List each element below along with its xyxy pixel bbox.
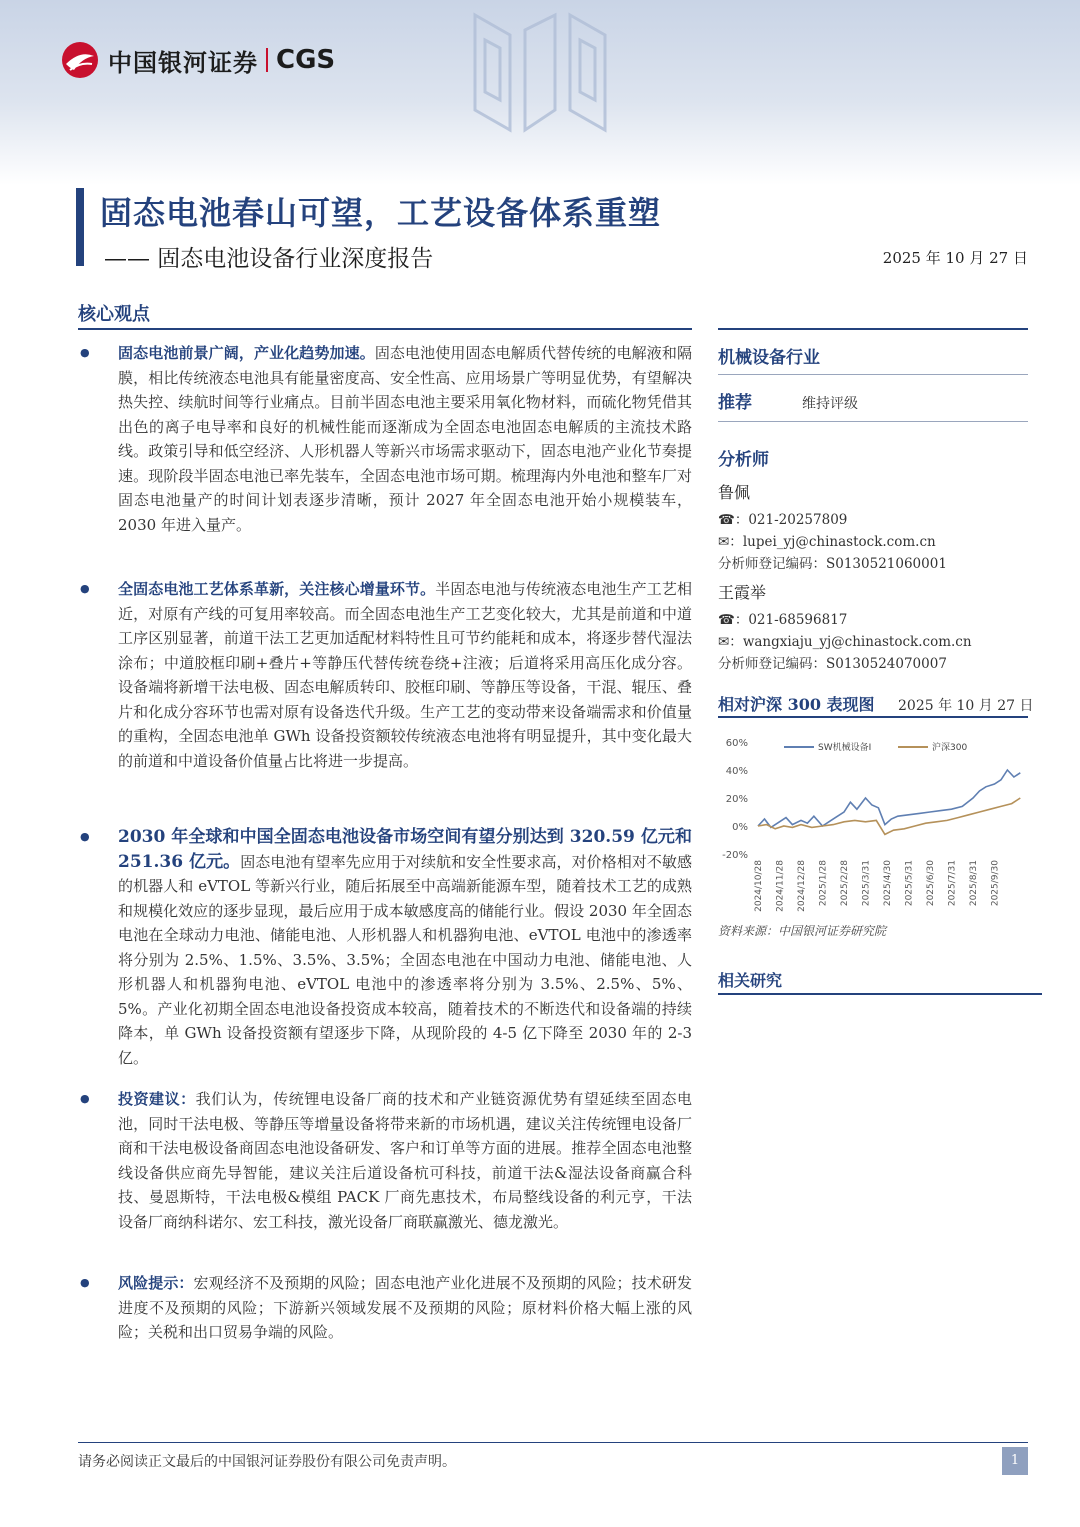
- analyst-registration: 分析师登记编码：S0130524070007: [718, 656, 947, 672]
- cgs-logo-icon: [60, 40, 100, 80]
- bullet-lead: 风险提示：: [118, 1274, 194, 1292]
- x-tick-label: 2025/2/28: [840, 860, 850, 907]
- bullet-body: 宏观经济不及预期的风险；固态电池产业化进展不及预期的风险；技术研发进度不及预期的风险；下游新兴领域发展不及预期的风险；原材料价格大幅上涨的风险；关税和出口贸易争端的风险。: [118, 1274, 692, 1341]
- phone-icon: ☎：: [718, 612, 749, 628]
- report-subtitle: —— 固态电池设备行业深度报告: [104, 246, 434, 272]
- rating-row: [718, 388, 1042, 413]
- chart-heading-rule: [718, 716, 1028, 718]
- y-tick-label: -20%: [722, 850, 748, 861]
- company-name-cn: 中国银河证券: [108, 48, 258, 77]
- core-view-list: [78, 341, 692, 1345]
- core-bullet-investment: [78, 1087, 692, 1259]
- analyst-phone-row: [718, 509, 1042, 531]
- x-tick-label: 2025/7/31: [947, 860, 958, 907]
- analyst-phone: 021-68596817: [748, 612, 848, 628]
- legend-label: SW机械设备Ⅰ: [818, 743, 872, 753]
- logo-separator: [266, 48, 268, 72]
- rating-value: 维持评级: [802, 396, 858, 412]
- bullet-body: 我们认为，传统锂电设备厂商的技术和产业链资源优势有望延续至固态电池，同时干法电极、等静压等增量设备将带来新的市场机遇，建议关注传统锂电设备厂商和干法电极设备商固态电池设备研发、客户和订单等方面的进展。推荐全固态电池整线设备供应商先导智能，建议关注后道设备杭可科技，前道干法&湿法设备商赢合科技、曼恩斯特，干法电极&模组 PACK 厂商先惠技术，布局整线设备的利元亨，干法设备厂商纳科诺尔、宏工科技，激光设备厂商联赢激光、德龙激光。: [118, 1090, 692, 1231]
- core-bullet-risk: [78, 1271, 692, 1345]
- report-title: 固态电池春山可望，工艺设备体系重塑: [100, 194, 662, 232]
- bullet-lead: 全固态电池工艺体系革新，关注核心增量环节。: [118, 580, 436, 598]
- analyst-email[interactable]: wangxiaju_yj@chinastock.com.cn: [742, 634, 972, 650]
- analyst-card-1: [718, 480, 1042, 575]
- bullet-lead: 固态电池前景广阔，产业化趋势加速。: [118, 344, 375, 362]
- x-tick-label: 2025/9/30: [990, 860, 1001, 907]
- x-tick-label: 2025/1/28: [818, 860, 829, 907]
- core-view-heading: 核心观点: [78, 304, 150, 325]
- bullet-lead: 2030 年全球和中国全固态电池设备市场空间有望分别达到 320.59 亿元和 251.36 亿元。: [118, 827, 692, 872]
- x-tick-label: 2025/4/30: [883, 860, 893, 907]
- analyst-email-row: [718, 531, 1042, 553]
- analyst-email[interactable]: lupei_yj@chinastock.com.cn: [742, 534, 936, 550]
- y-tick-label: 0%: [732, 822, 748, 833]
- bullet-lead: 投资建议：: [118, 1090, 196, 1108]
- performance-chart: [718, 728, 1028, 918]
- analyst-email-row: [718, 631, 1042, 653]
- chart-date: 2025 年 10 月 27 日: [898, 698, 1034, 714]
- related-research-rule: [718, 993, 1042, 995]
- footer-rule: [78, 1442, 1028, 1443]
- chart-heading: 相对沪深 300 表现图: [718, 695, 875, 714]
- analyst-name: 王霞举: [718, 583, 767, 602]
- report-date: 2025 年 10 月 27 日: [882, 249, 1028, 267]
- x-tick-label: 2024/10/28: [754, 860, 764, 912]
- y-tick-label: 40%: [725, 766, 748, 777]
- y-tick-label: 60%: [725, 738, 748, 749]
- bullet-body: 固态电池有望率先应用于对续航和安全性要求高，对价格相对不敏感的机器人和 eVTOL 等新兴行业，随后拓展至中高端新能源车型，随着技术工艺的成熟和规模化效应的逐步显现，最后应用于成本敏感度高的储能行业。假设 2030 年全固态电池在全球动力电池、储能电池、人形机器人和机器狗电池、eVTOL 电池中的渗透率将分别为 2.5%、1.5%、3.5%、3.5%；全固态电池在中国动力电池、储能电池、人形机器人和机器狗电池、eVTOL 电池中的渗透率将分别为 3.5%、2.5%、5%、5%。产业化初期全固态电池设备投资成本较高，随着技术的不断迭代和设备端的持续降本，单 GWh 设备投资额有望逐步下降，从现阶段的 4-5 亿下降至 2030 年的 2-3 亿。: [118, 852, 692, 1067]
- rating-label: 推荐: [718, 393, 752, 413]
- cgs-watermark-icon: [455, 0, 625, 150]
- x-tick-label: 2024/12/28: [797, 860, 807, 912]
- analyst-heading: 分析师: [718, 450, 769, 470]
- x-tick-label: 2025/5/31: [904, 860, 915, 907]
- chart-source: 资料来源：中国银河证券研究院: [718, 924, 887, 938]
- bullet-body: 半固态电池与传统液态电池生产工艺相近，对原有产线的可复用率较高。而全固态电池生产工艺变化较大，尤其是前道和中道工序区别显著，前道干法工艺更加适配材料特性且可节约能耗和成本，将逐步替代湿法涂布；中道胶框印刷+叠片+等静压代替传统卷绕+注液；后道将采用高压化成分容。设备端将新增干法电极、固态电解质转印、胶框印刷、等静压等设备，干混、辊压、叠片和化成分容环节也需对原有设备迭代升级。生产工艺的变动带来设备端需求和价值量的重构，全固态电池单 GWh 设备投资额较传统液态电池将有明显提升，其中变化最大的前道和中道设备价值量占比将进一步提高。: [118, 580, 692, 770]
- core-bullet-market: [78, 825, 692, 1075]
- email-icon: ✉：: [718, 534, 743, 550]
- sidebar-top-rule: [718, 328, 1028, 330]
- company-name-en: CGS: [276, 45, 336, 75]
- legend-label: 沪深300: [932, 743, 968, 753]
- x-tick-label: 2025/8/31: [969, 860, 979, 907]
- x-tick-label: 2025/6/30: [926, 860, 936, 907]
- analyst-phone: 021-20257809: [748, 512, 848, 528]
- core-bullet-process: [78, 577, 692, 813]
- sidebar-divider: [718, 374, 1028, 375]
- analyst-phone-row: [718, 609, 1042, 631]
- related-research-heading: 相关研究: [718, 971, 783, 990]
- x-tick-label: 2025/3/31: [861, 860, 872, 907]
- core-bullet-prospect: [78, 341, 692, 565]
- series-line: [758, 798, 1020, 834]
- chart-heading-row: [718, 692, 1042, 715]
- bullet-body: 固态电池使用固态电解质代替传统的电解液和隔膜，相比传统液态电池具有能量密度高、安全性高、应用场景广等明显优势，有望解决热失控、续航时间等行业痛点。目前半固态电池主要采用氧化物材料，而硫化物凭借其出色的离子电导率和良好的机械性能而逐渐成为全固态电池固态电解质的主流技术路线。政策引导和低空经济、人形机器人等新兴市场需求驱动下，固态电池产业化节奏提速。现阶段半固态电池已率先装车，全固态电池市场可期。梳理海内外电池和整车厂对固态电池量产的时间计划表逐步清晰，预计 2027 年全固态电池开始小规模装车，2030 年进入量产。: [118, 344, 692, 534]
- analyst-registration: 分析师登记编码：S0130521060001: [718, 556, 947, 572]
- footer-disclaimer: 请务必阅读正文最后的中国银河证券股份有限公司免责声明。: [78, 1454, 456, 1470]
- sidebar-divider: [718, 421, 1028, 422]
- phone-icon: ☎：: [718, 512, 749, 528]
- analyst-name: 鲁佩: [718, 483, 751, 502]
- email-icon: ✉：: [718, 634, 743, 650]
- core-view-rule: [78, 328, 692, 330]
- company-logo: [60, 40, 335, 80]
- page-number: 1: [1002, 1447, 1028, 1475]
- industry-name: 机械设备行业: [718, 348, 820, 368]
- y-tick-label: 20%: [725, 794, 748, 805]
- analyst-card-2: [718, 580, 1042, 675]
- title-accent-bar: [76, 188, 84, 266]
- x-tick-label: 2024/11/28: [775, 860, 786, 912]
- series-line: [758, 770, 1020, 827]
